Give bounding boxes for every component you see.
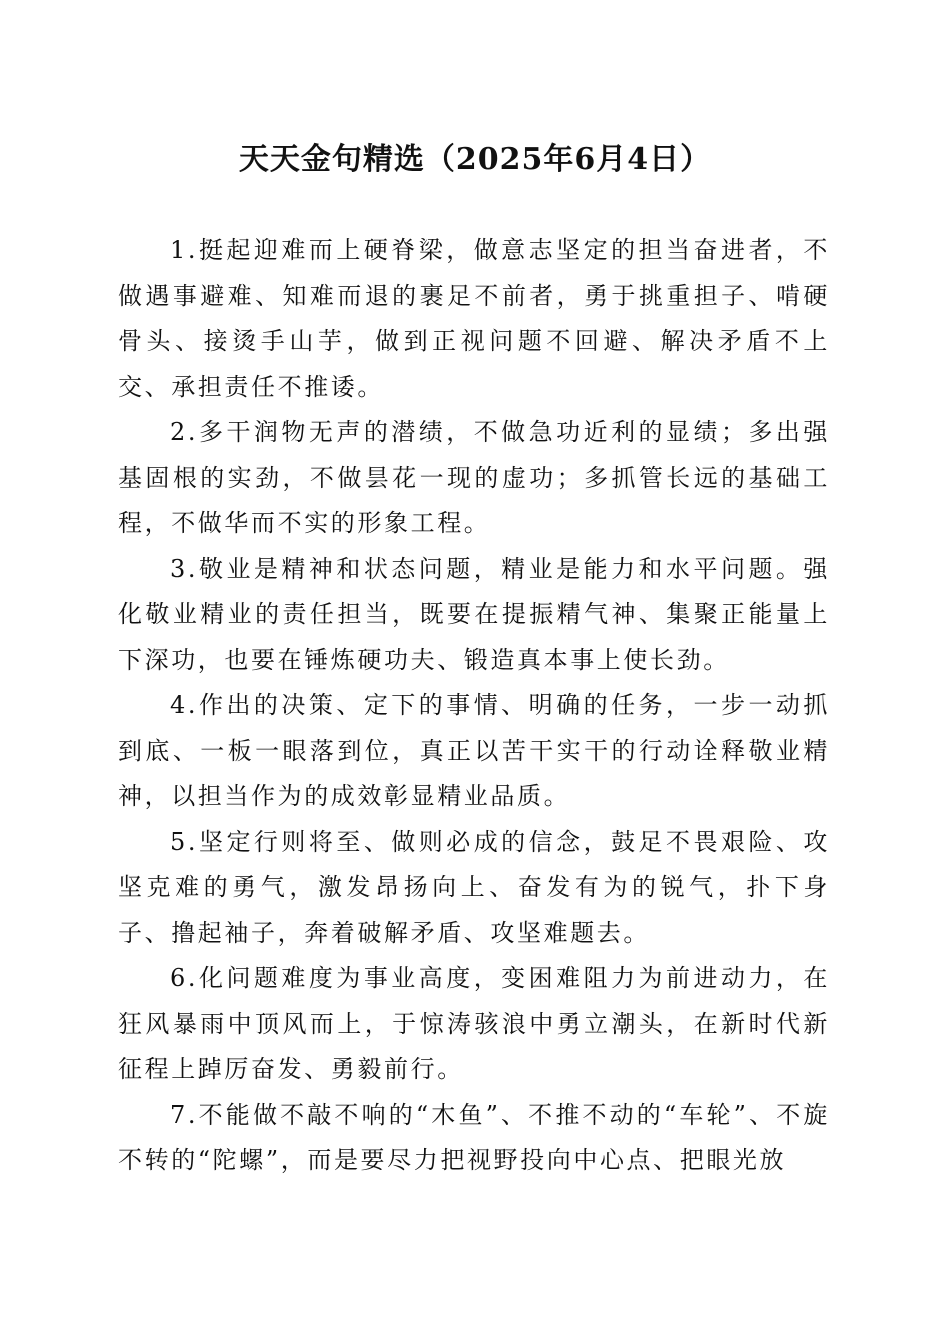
document-body [118, 228, 830, 1184]
paragraph-4: 4.作出的决策、定下的事情、明确的任务，一步一动抓到底、一板一眼落到位，真正以苦干实干的行动诠释敬业精神，以担当作为的成效彰显精业品质。 [118, 691, 830, 810]
paragraph-1: 1.挺起迎难而上硬脊梁，做意志坚定的担当奋进者，不做遇事避难、知难而退的裹足不前者，勇于挑重担子、啃硬骨头、接烫手山芋，做到正视问题不回避、解决矛盾不上交、承担责任不推诿。 [118, 236, 830, 401]
paragraph-5: 5.坚定行则将至、做则必成的信念，鼓足不畏艰险、攻坚克难的勇气，激发昂扬向上、奋发有为的锐气，扑下身子、撸起袖子，奔着破解矛盾、攻坚难题去。 [118, 827, 830, 947]
paragraph-2: 2.多干润物无声的潜绩，不做急功近利的显绩；多出强基固根的实劲，不做昙花一现的虚功；多抓管长远的基础工程，不做华而不实的形象工程。 [118, 418, 830, 537]
paragraph-3: 3.敬业是精神和状态问题，精业是能力和水平问题。强化敬业精业的责任担当，既要在提振精气神、集聚正能量上下深功，也要在锤炼硬功夫、锻造真本事上使长劲。 [118, 554, 830, 674]
paragraph-7: 7.不能做不敲不响的“木鱼”、不推不动的“车轮”、不旋不转的“陀螺”，而是要尽力把视野投向中心点、把眼光放 [118, 1100, 830, 1174]
page-title: 天天金句精选（2025年6月4日） [238, 142, 712, 177]
paragraph-6: 6.化问题难度为事业高度，变困难阻力为前进动力，在狂风暴雨中顶风而上，于惊涛骇浪中勇立潮头，在新时代新征程上踔厉奋发、勇毅前行。 [118, 964, 830, 1083]
